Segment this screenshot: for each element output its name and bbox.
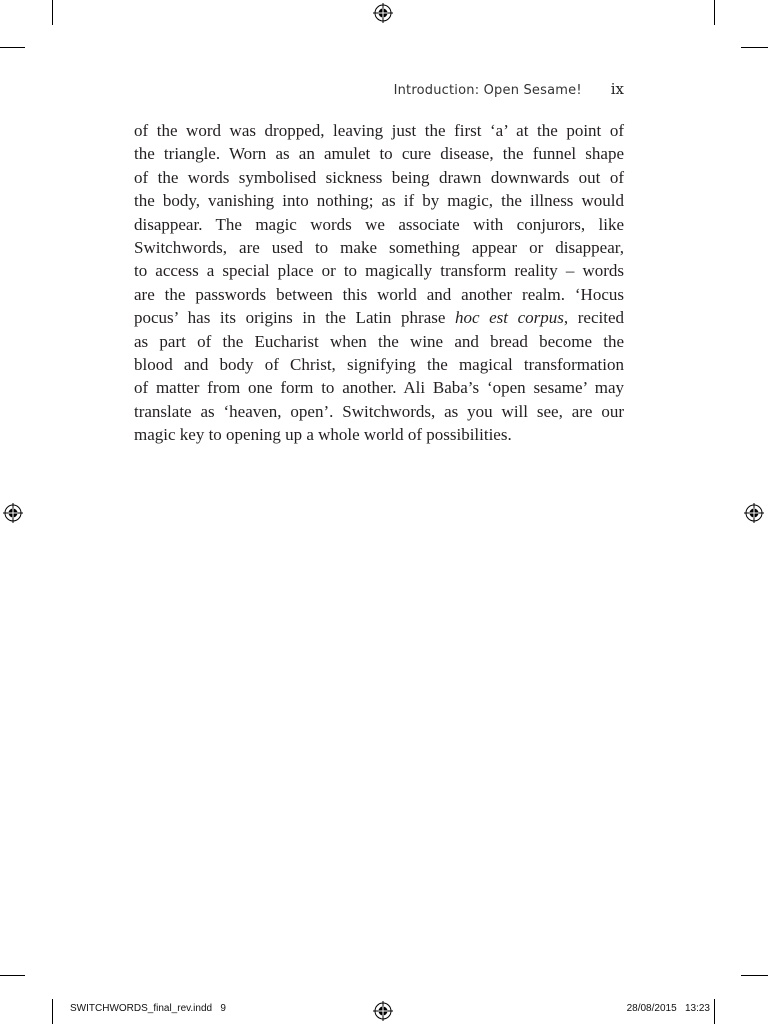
crop-mark [52,999,53,1024]
text-line [134,306,624,329]
italic-phrase: hoc est corpus [455,308,564,328]
registration-mark-icon [3,503,23,523]
body-paragraph [134,119,624,447]
crop-mark [52,0,53,25]
registration-mark-icon [744,503,764,523]
slug-filename: SWITCHWORDS_final_rev.indd 9 [70,1003,226,1014]
text-line: as part of the Eucharist when the wine and bread become the [134,331,624,351]
text-line: blood and body of Christ, signifying the magical transformation [134,355,624,375]
text-line: of the words symbolised sickness being drawn downwards out of [134,167,624,187]
page-number: ix [610,80,624,98]
text-line: Switchwords, are used to make something appear or disappear, [134,238,624,258]
crop-mark [0,47,25,48]
registration-mark-icon [373,3,393,23]
crop-mark [714,0,715,25]
running-head [134,80,624,99]
crop-mark [741,975,768,976]
crop-mark [741,47,768,48]
text-segment: pocus’ has its origins in the Latin phrase [134,308,455,328]
text-line: the body, vanishing into nothing; as if by magic, the illness would [134,191,624,211]
text-line: magic key to opening up a whole world of possibilities. [134,425,512,445]
slug-datetime: 28/08/2015 13:23 [626,1003,710,1014]
text-line: of matter from one form to another. Ali Baba’s ‘open sesame’ may [134,378,624,398]
text-line: disappear. The magic words we associate with conjurors, like [134,214,624,234]
text-line: to access a special place or to magically transform reality – words [134,261,624,281]
text-line: the triangle. Worn as an amulet to cure disease, the funnel shape [134,144,624,164]
crop-mark [0,975,25,976]
running-head-title: Introduction: Open Sesame! [393,83,582,98]
text-line: of the word was dropped, leaving just the first ‘a’ at the point of [134,121,624,140]
text-segment: , recited [563,308,624,328]
crop-mark [714,999,715,1024]
text-line: are the passwords between this world and another realm. ‘Hocus [134,284,624,304]
registration-mark-icon [373,1001,393,1021]
text-line: translate as ‘heaven, open’. Switchwords, as you will see, are our [134,401,624,421]
